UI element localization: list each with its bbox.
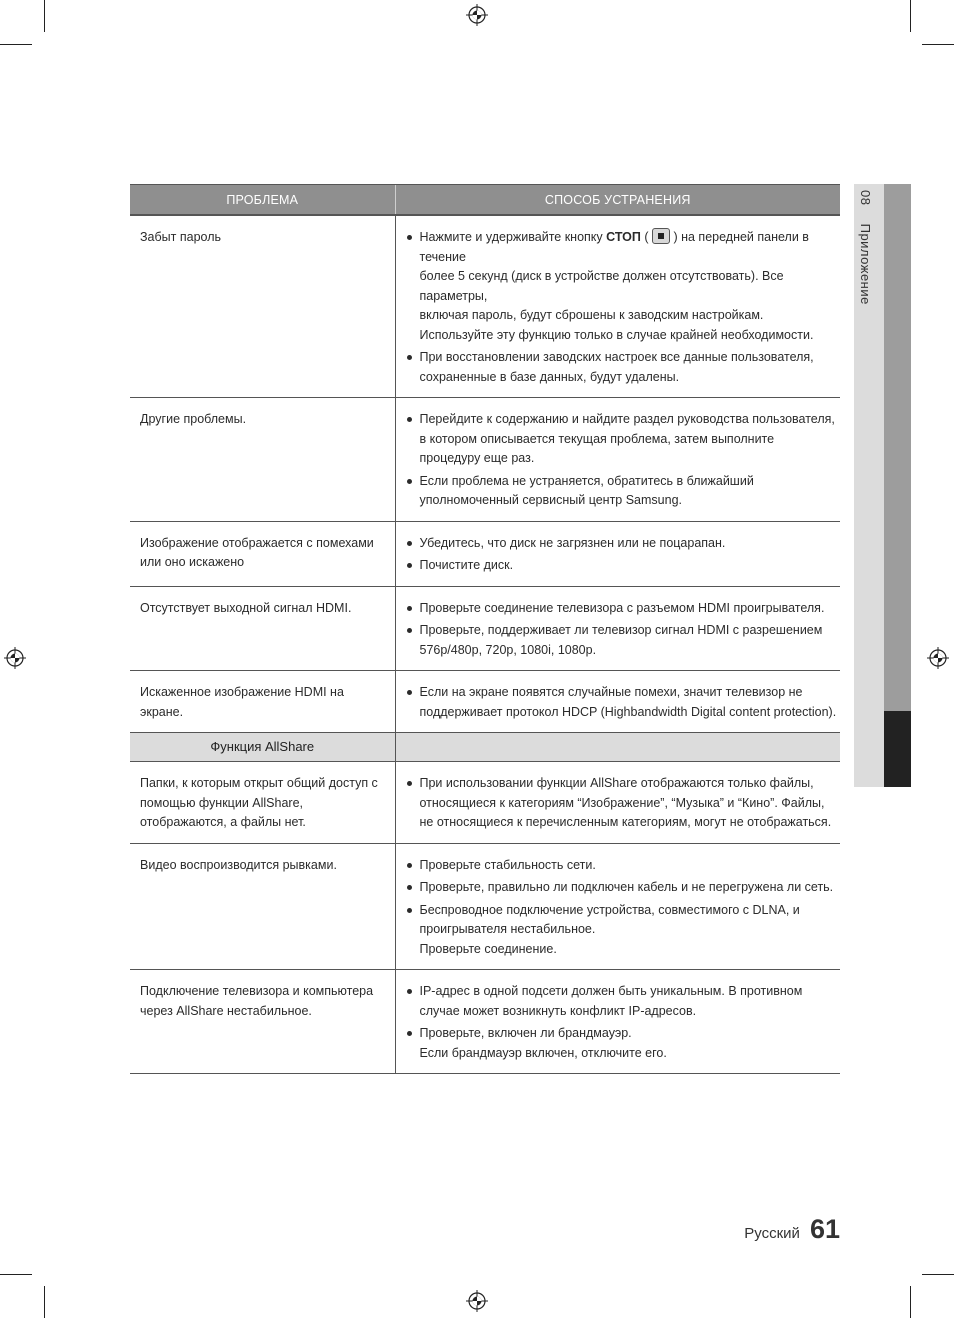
section-empty-cell xyxy=(395,733,840,762)
solution-cell xyxy=(395,215,840,398)
solution-bullet: Почистите диск. xyxy=(406,556,839,576)
problem-cell: Другие проблемы. xyxy=(130,398,395,522)
solution-cell xyxy=(395,671,840,733)
section-header-row xyxy=(130,733,840,762)
solution-cell xyxy=(395,398,840,522)
crop-mark xyxy=(910,0,911,32)
problem-cell: Папки, к которым открыт общий доступ с помощью функции AllShare, отображаются, а файлы нет. xyxy=(130,762,395,844)
crop-mark xyxy=(922,1274,954,1275)
table-row xyxy=(130,843,840,970)
table-row xyxy=(130,586,840,671)
chapter-title: Приложение xyxy=(858,223,873,305)
solution-bullet: Если проблема не устраняется, обратитесь в ближайший уполномоченный сервисный центр Samsung. xyxy=(406,472,839,511)
table-row xyxy=(130,215,840,398)
section-title: Функция AllShare xyxy=(130,733,395,762)
solution-bullet: Убедитесь, что диск не загрязнен или не поцарапан. xyxy=(406,534,839,554)
crop-mark xyxy=(0,1274,32,1275)
solution-bullet: При восстановлении заводских настроек все данные пользователя, сохраненные в базе данных, будут удалены. xyxy=(406,348,839,387)
crop-mark xyxy=(910,1286,911,1318)
registration-mark-icon xyxy=(466,4,488,26)
solution-bullet: Если на экране появятся случайные помехи, значит телевизор не поддерживает протокол HDCP (Highbandwidth Digital content protection). xyxy=(406,683,839,722)
table-row xyxy=(130,398,840,522)
problem-cell: Изображение отображается с помехами или оно искажено xyxy=(130,521,395,586)
registration-mark-icon xyxy=(927,647,949,669)
problem-cell: Подключение телевизора и компьютера через AllShare нестабильное. xyxy=(130,970,395,1074)
registration-mark-icon xyxy=(4,647,26,669)
problem-cell: Отсутствует выходной сигнал HDMI. xyxy=(130,586,395,671)
problem-cell: Забыт пароль xyxy=(130,215,395,398)
stop-button-label: СТОП xyxy=(606,230,641,244)
solution-bullet: Нажмите и удерживайте кнопку СТОП ( ) на передней панели в течение более 5 секунд (диск в устройстве должен отсутствовать). Все параметры, включая пароль, будут сброшены к заводским настройкам. Используйте эту функцию только в случае крайней необходимости. xyxy=(406,228,839,345)
registration-mark-icon xyxy=(466,1290,488,1312)
crop-mark xyxy=(44,0,45,32)
footer-language: Русский xyxy=(744,1225,800,1242)
solution-cell xyxy=(395,762,840,844)
table-row xyxy=(130,762,840,844)
chapter-tab-bar xyxy=(884,184,911,711)
problem-cell: Искаженное изображение HDMI на экране. xyxy=(130,671,395,733)
solution-cell xyxy=(395,970,840,1074)
solution-bullet: Проверьте, поддерживает ли телевизор сигнал HDMI с разрешением 576p/480p, 720p, 1080i, 1080p. xyxy=(406,621,839,660)
crop-mark xyxy=(922,44,954,45)
chapter-tab-marker xyxy=(884,711,911,787)
table-row xyxy=(130,970,840,1074)
solution-bullet: Проверьте стабильность сети. xyxy=(406,856,839,876)
crop-mark xyxy=(0,44,32,45)
page-footer xyxy=(744,1214,840,1245)
header-solution: СПОСОБ УСТРАНЕНИЯ xyxy=(395,185,840,216)
solution-cell xyxy=(395,521,840,586)
crop-mark xyxy=(44,1286,45,1318)
page-number: 61 xyxy=(809,1214,840,1244)
troubleshooting-table xyxy=(130,184,840,1074)
header-problem: ПРОБЛЕМА xyxy=(130,185,395,216)
solution-bullet: При использовании функции AllShare отображаются только файлы, относящиеся к категориям “Изображение”, “Музыка” и “Кино”. Файлы, не относящиеся к перечисленным категориям, могут не отображаться. xyxy=(406,774,839,833)
solution-cell xyxy=(395,843,840,970)
table-header-row xyxy=(130,185,840,216)
solution-bullet: Перейдите к содержанию и найдите раздел руководства пользователя, в котором описывается текущая проблема, затем выполните процедуру еще раз. xyxy=(406,410,839,469)
problem-cell: Видео воспроизводится рывками. xyxy=(130,843,395,970)
solution-bullet: Проверьте, включен ли брандмауэр. Если брандмауэр включен, отключите его. xyxy=(406,1024,839,1063)
chapter-tab-label xyxy=(858,190,873,305)
chapter-number: 08 xyxy=(858,190,873,206)
table-row xyxy=(130,521,840,586)
solution-cell xyxy=(395,586,840,671)
stop-icon xyxy=(652,228,670,244)
solution-bullet: IP-адрес в одной подсети должен быть уникальным. В противном случае может возникнуть конфликт IP-адресов. xyxy=(406,982,839,1021)
solution-bullet: Проверьте, правильно ли подключен кабель и не перегружена ли сеть. xyxy=(406,878,839,898)
solution-bullet: Беспроводное подключение устройства, совместимого с DLNA, и проигрывателя нестабильное. Проверьте соединение. xyxy=(406,901,839,960)
table-row xyxy=(130,671,840,733)
solution-bullet: Проверьте соединение телевизора с разъемом HDMI проигрывателя. xyxy=(406,599,839,619)
